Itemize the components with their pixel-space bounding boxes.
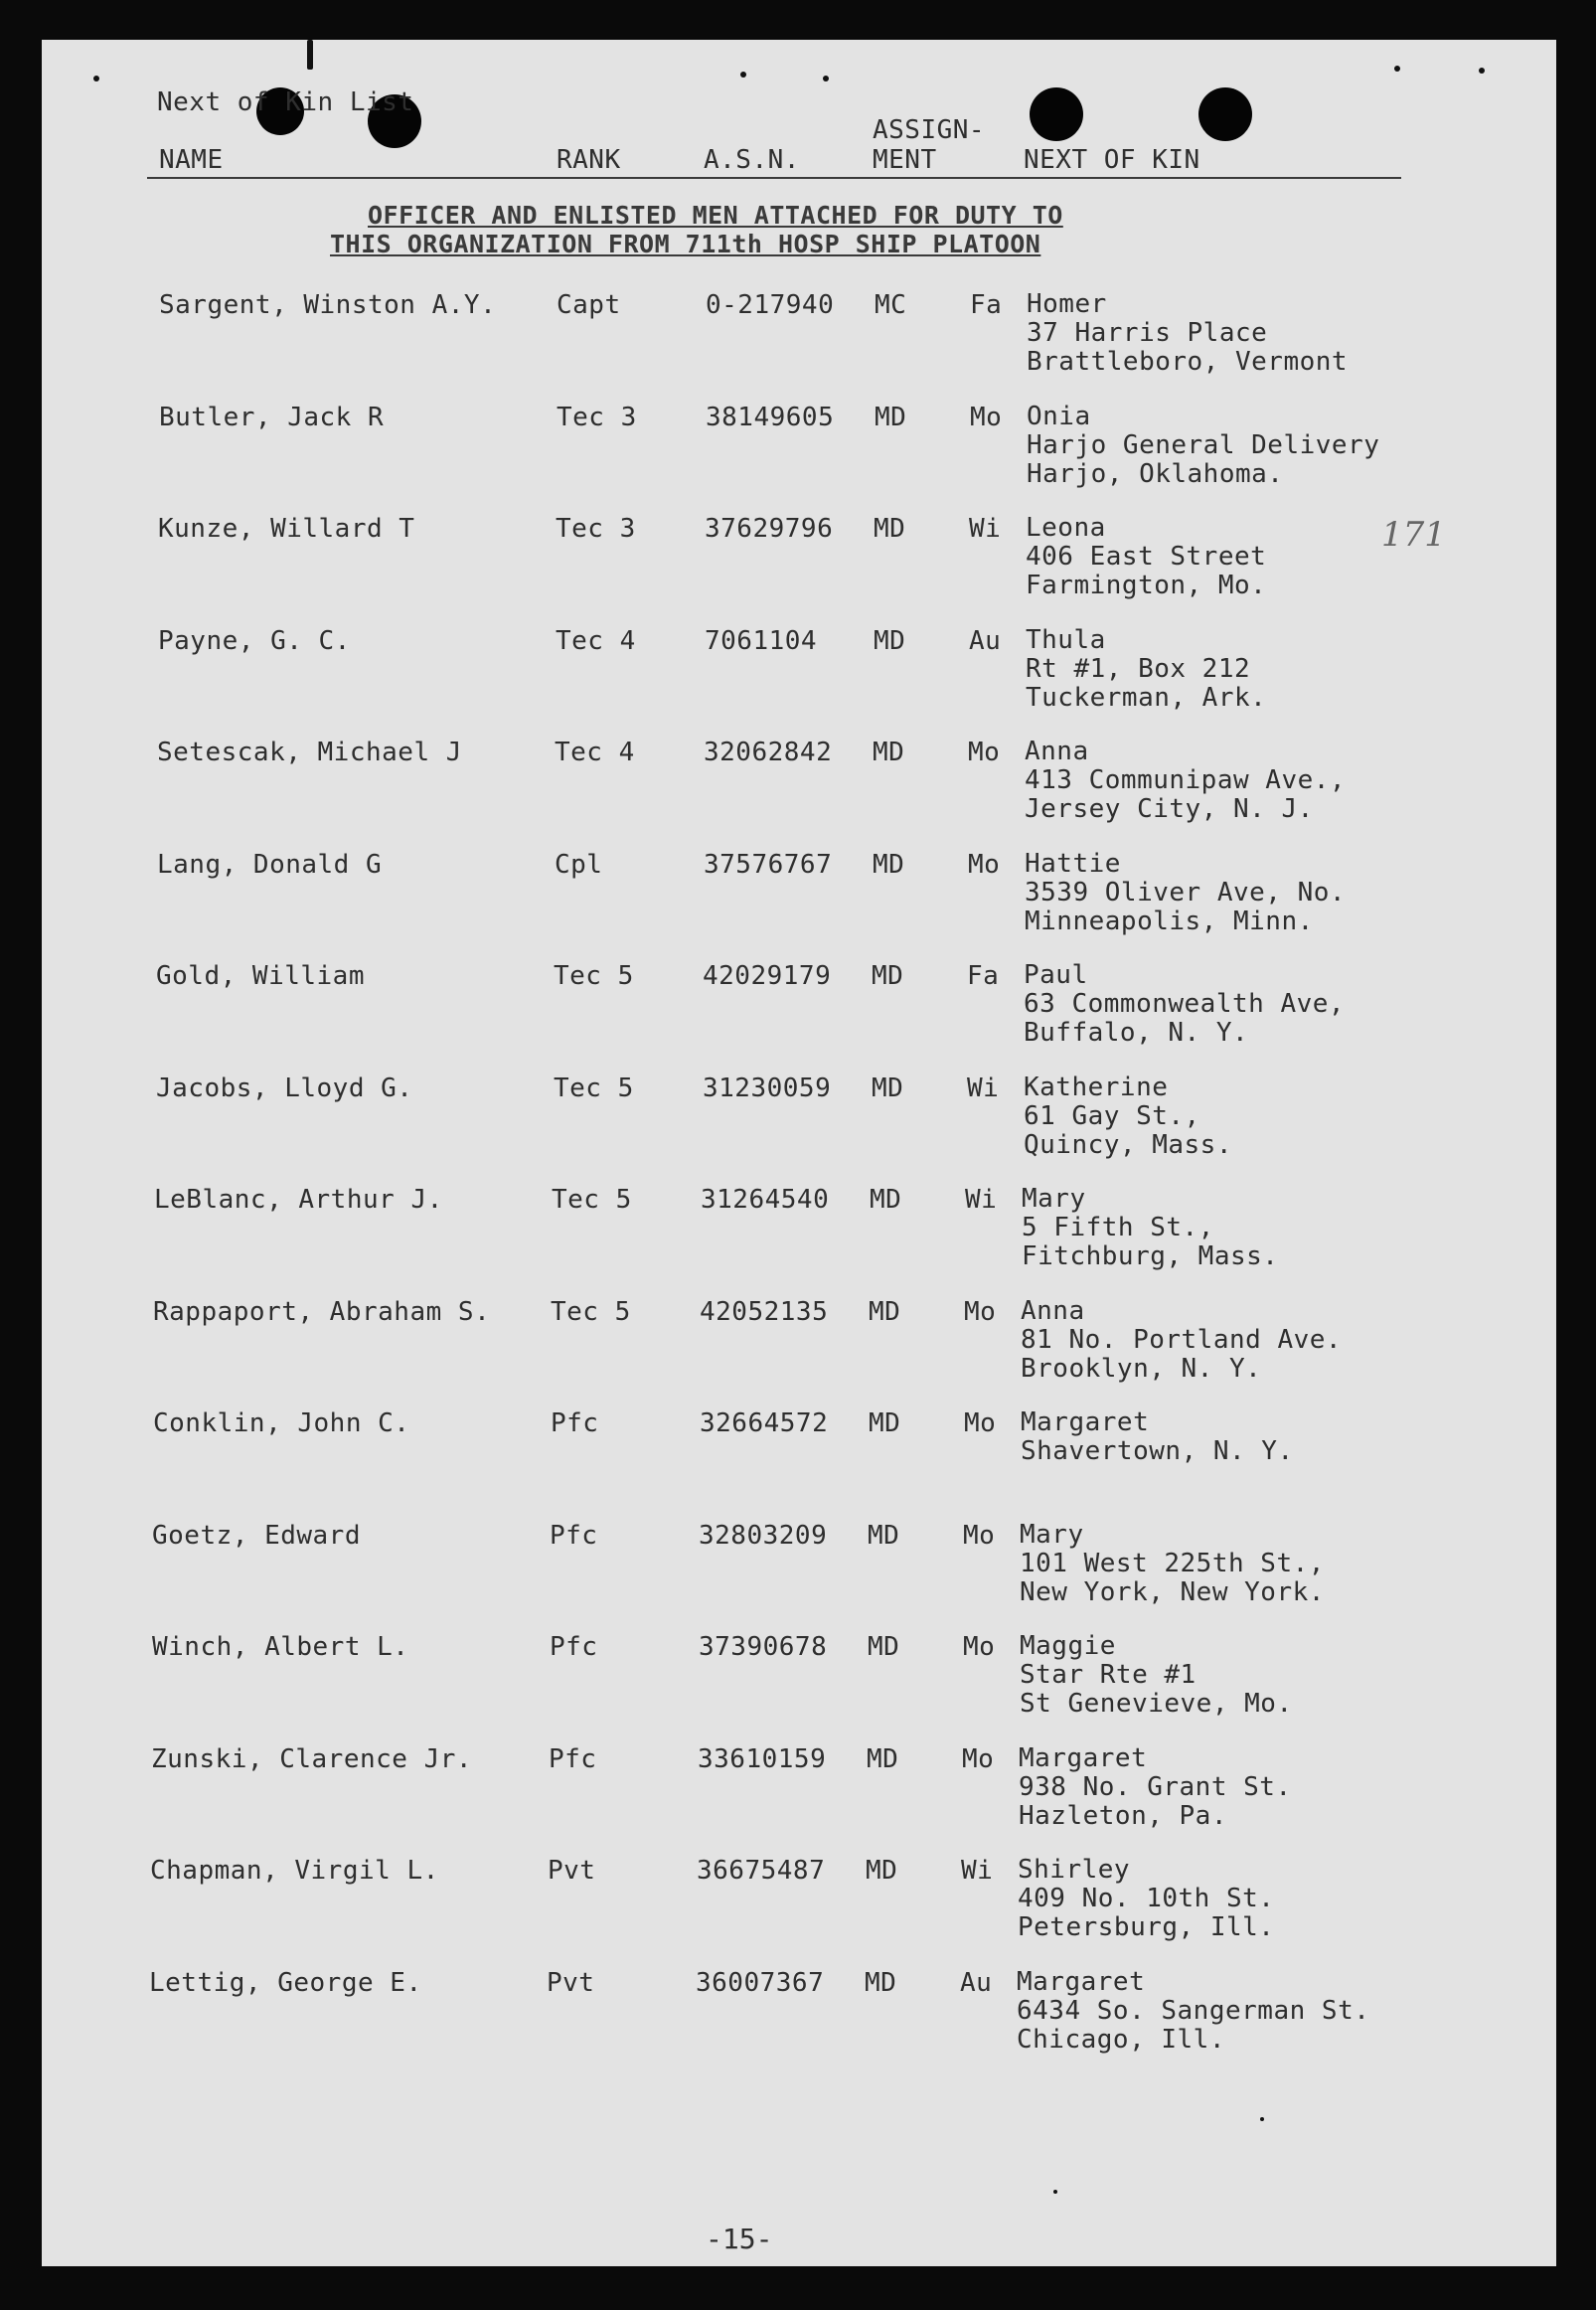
entry-relationship: Mo: [962, 1743, 995, 1774]
ink-speck: [1260, 2117, 1264, 2121]
entry-rank: Tec 5: [551, 1296, 631, 1327]
column-header-asn: A.S.N.: [704, 145, 800, 175]
list-entry: [0, 961, 1596, 1071]
entry-next-of-kin: [1025, 850, 1346, 936]
next-of-kin-line: Thula: [1026, 624, 1106, 655]
entry-relationship: Mo: [968, 849, 1001, 880]
next-of-kin-line: Minneapolis, Minn.: [1025, 906, 1314, 936]
next-of-kin-line: New York, New York.: [1020, 1576, 1325, 1607]
next-of-kin-line: 413 Communipaw Ave.,: [1025, 765, 1347, 795]
list-entry: [0, 850, 1596, 959]
section-title-line-2: THIS ORGANIZATION FROM 711th HOSP SHIP PLATOON: [330, 230, 1041, 258]
next-of-kin-line: Brattleboro, Vermont: [1027, 347, 1349, 377]
entry-next-of-kin: [1020, 1632, 1293, 1719]
next-of-kin-line: 938 No. Grant St.: [1019, 1771, 1292, 1802]
entry-name: Goetz, Edward: [152, 1520, 361, 1551]
entry-assignment: MD: [873, 849, 905, 880]
header-rule: [147, 177, 1401, 179]
list-entry: [0, 1408, 1596, 1518]
list-entry: [0, 1856, 1596, 1965]
next-of-kin-line: Margaret: [1021, 1407, 1150, 1437]
entry-relationship: Wi: [965, 1185, 998, 1215]
entry-assignment: MD: [869, 1408, 901, 1438]
entry-relationship: Mo: [964, 1408, 997, 1438]
entry-assignment: MD: [875, 402, 907, 432]
next-of-kin-line: Maggie: [1020, 1631, 1116, 1661]
next-of-kin-line: Rt #1, Box 212: [1026, 653, 1251, 684]
list-entry: [0, 1744, 1596, 1854]
margin-note: 171: [1381, 515, 1446, 555]
entry-rank: Pfc: [551, 1408, 599, 1438]
ink-speck: [93, 76, 99, 82]
next-of-kin-line: Chicago, Ill.: [1017, 2024, 1225, 2055]
next-of-kin-line: 61 Gay St.,: [1024, 1100, 1200, 1131]
entry-rank: Tec 3: [556, 514, 636, 544]
entry-asn: 31264540: [701, 1185, 830, 1215]
entry-rank: Tec 4: [556, 625, 636, 656]
entry-relationship: Mo: [970, 402, 1003, 432]
next-of-kin-line: Mary: [1020, 1519, 1084, 1550]
next-of-kin-line: Anna: [1021, 1295, 1085, 1326]
entry-name: Lettig, George E.: [149, 1967, 422, 1998]
column-header-assignment-2: MENT: [873, 145, 937, 175]
entry-next-of-kin: [1018, 1856, 1274, 1942]
entry-next-of-kin: [1021, 1297, 1342, 1384]
column-header-assignment-1: ASSIGN-: [873, 115, 986, 145]
entry-next-of-kin: [1017, 1968, 1369, 2055]
entry-asn: 37629796: [705, 514, 834, 544]
entry-rank: Pfc: [549, 1743, 597, 1774]
entry-relationship: Mo: [964, 1296, 997, 1327]
ink-speck: [823, 76, 829, 82]
entry-asn: 36007367: [696, 1967, 825, 1998]
entry-assignment: MD: [869, 1296, 901, 1327]
next-of-kin-line: 6434 So. Sangerman St.: [1017, 1995, 1370, 2026]
entry-next-of-kin: [1024, 1073, 1232, 1160]
next-of-kin-line: Farmington, Mo.: [1026, 571, 1267, 600]
entry-next-of-kin: [1022, 1185, 1278, 1271]
entry-rank: Pvt: [548, 1856, 596, 1886]
next-of-kin-line: 409 No. 10th St.: [1018, 1884, 1275, 1913]
entry-name: Chapman, Virgil L.: [150, 1856, 439, 1886]
next-of-kin-line: Hazleton, Pa.: [1019, 1800, 1227, 1831]
entry-relationship: Au: [960, 1967, 993, 1998]
next-of-kin-line: Tuckerman, Ark.: [1026, 682, 1267, 713]
entry-next-of-kin: [1020, 1521, 1325, 1607]
next-of-kin-line: Brooklyn, N. Y.: [1021, 1353, 1262, 1384]
next-of-kin-line: Margaret: [1017, 1966, 1146, 1997]
next-of-kin-line: Leona: [1026, 513, 1106, 543]
entry-name: Payne, G. C.: [158, 625, 351, 656]
next-of-kin-line: Harjo General Delivery: [1027, 429, 1380, 460]
entry-name: Zunski, Clarence Jr.: [151, 1743, 473, 1774]
entry-assignment: MD: [873, 738, 905, 767]
entry-asn: 31230059: [703, 1072, 832, 1103]
next-of-kin-line: 81 No. Portland Ave.: [1021, 1324, 1343, 1355]
entry-relationship: Fa: [970, 290, 1003, 320]
entry-asn: 42052135: [700, 1296, 829, 1327]
entry-name: Conklin, John C.: [153, 1408, 410, 1438]
column-header-next-of-kin: NEXT OF KIN: [1024, 145, 1200, 175]
next-of-kin-line: 37 Harris Place: [1027, 318, 1268, 348]
next-of-kin-line: Anna: [1025, 737, 1089, 766]
next-of-kin-line: Jersey City, N. J.: [1025, 794, 1314, 824]
entry-asn: 36675487: [697, 1856, 826, 1886]
next-of-kin-line: 406 East Street: [1026, 542, 1267, 572]
ink-speck: [1479, 68, 1485, 74]
list-entry: [0, 403, 1596, 512]
entry-assignment: MD: [870, 1185, 902, 1215]
entry-asn: 37390678: [699, 1632, 828, 1662]
next-of-kin-line: Paul: [1024, 960, 1088, 990]
entry-rank: Pfc: [550, 1520, 598, 1551]
list-entry: [0, 1185, 1596, 1294]
entry-assignment: MC: [875, 290, 907, 320]
next-of-kin-line: Mary: [1022, 1184, 1086, 1214]
entry-rank: Pvt: [547, 1967, 595, 1998]
entry-assignment: MD: [866, 1856, 898, 1886]
entry-asn: 33610159: [698, 1743, 827, 1774]
next-of-kin-line: Katherine: [1024, 1072, 1169, 1102]
entry-assignment: MD: [872, 961, 904, 991]
entry-rank: Capt: [557, 290, 621, 320]
entry-asn: 32062842: [704, 738, 833, 767]
list-entry: [0, 1073, 1596, 1183]
entry-name: Lang, Donald G: [157, 849, 383, 880]
list-entry: [0, 1968, 1596, 2077]
entry-assignment: MD: [867, 1743, 899, 1774]
next-of-kin-line: Star Rte #1: [1020, 1660, 1197, 1690]
next-of-kin-line: St Genevieve, Mo.: [1020, 1689, 1293, 1719]
entry-relationship: Wi: [967, 1072, 1000, 1103]
ink-speck: [740, 72, 746, 78]
entry-next-of-kin: [1025, 738, 1346, 824]
entry-name: Gold, William: [156, 961, 365, 991]
entry-relationship: Mo: [963, 1632, 996, 1662]
list-entry: [0, 1521, 1596, 1630]
column-header-name: NAME: [159, 145, 224, 175]
entry-rank: Cpl: [555, 849, 603, 880]
list-entry: [0, 290, 1596, 400]
entry-assignment: MD: [865, 1967, 897, 1998]
punch-hole: [1198, 87, 1252, 141]
entry-next-of-kin: [1024, 961, 1345, 1048]
entry-rank: Pfc: [550, 1632, 598, 1662]
entry-relationship: Mo: [963, 1520, 996, 1551]
list-entry: [0, 738, 1596, 847]
next-of-kin-line: 5 Fifth St.,: [1022, 1213, 1214, 1242]
list-entry: [0, 1632, 1596, 1741]
next-of-kin-line: Harjo, Oklahoma.: [1027, 458, 1284, 489]
next-of-kin-line: Margaret: [1019, 1742, 1148, 1773]
section-title-line-1: OFFICER AND ENLISTED MEN ATTACHED FOR DUTY TO: [368, 201, 1063, 230]
ink-speck: [307, 40, 313, 70]
entry-name: Setescak, Michael J: [157, 738, 462, 767]
entry-name: LeBlanc, Arthur J.: [154, 1185, 443, 1215]
entry-assignment: MD: [872, 1072, 904, 1103]
entry-assignment: MD: [874, 625, 906, 656]
entry-rank: Tec 5: [554, 961, 634, 991]
entry-asn: 37576767: [704, 849, 833, 880]
entry-relationship: Mo: [968, 738, 1001, 767]
entry-name: Winch, Albert L.: [152, 1632, 409, 1662]
next-of-kin-line: Onia: [1027, 401, 1091, 431]
entry-next-of-kin: [1027, 290, 1348, 377]
next-of-kin-line: Quincy, Mass.: [1024, 1129, 1232, 1160]
entry-next-of-kin: [1026, 626, 1266, 713]
next-of-kin-line: 3539 Oliver Ave, No.: [1025, 877, 1347, 908]
entry-name: Sargent, Winston A.Y.: [159, 290, 497, 320]
page-number: -15-: [706, 2223, 773, 2255]
next-of-kin-line: Petersburg, Ill.: [1018, 1912, 1275, 1942]
entry-assignment: MD: [868, 1632, 900, 1662]
entry-relationship: Fa: [967, 961, 1000, 991]
entry-asn: 32803209: [699, 1520, 828, 1551]
entry-next-of-kin: [1019, 1744, 1292, 1831]
next-of-kin-line: 101 West 225th St.,: [1020, 1548, 1325, 1578]
entry-assignment: MD: [868, 1520, 900, 1551]
entry-assignment: MD: [874, 514, 906, 544]
entry-name: Jacobs, Lloyd G.: [156, 1072, 413, 1103]
next-of-kin-line: Fitchburg, Mass.: [1022, 1241, 1279, 1271]
entry-asn: 42029179: [703, 961, 832, 991]
ink-speck: [1053, 2190, 1057, 2194]
list-entry: [0, 1297, 1596, 1406]
entry-rank: Tec 5: [554, 1072, 634, 1103]
entry-name: Rappaport, Abraham S.: [153, 1296, 491, 1327]
punch-hole: [1030, 87, 1083, 141]
entry-name: Butler, Jack R: [159, 402, 385, 432]
entry-asn: 0-217940: [706, 290, 835, 320]
entry-rank: Tec 4: [555, 738, 635, 767]
entry-next-of-kin: [1021, 1408, 1294, 1466]
next-of-kin-line: Shirley: [1018, 1855, 1131, 1885]
entry-next-of-kin: [1026, 514, 1266, 600]
next-of-kin-line: Hattie: [1025, 848, 1121, 879]
entry-name: Kunze, Willard T: [158, 514, 415, 544]
next-of-kin-line: Buffalo, N. Y.: [1024, 1018, 1249, 1048]
entry-rank: Tec 3: [557, 402, 637, 432]
entry-relationship: Wi: [969, 514, 1002, 544]
list-title: Next of Kin List: [157, 87, 414, 117]
entry-relationship: Au: [969, 625, 1002, 656]
entry-next-of-kin: [1027, 403, 1379, 489]
ink-speck: [1394, 66, 1400, 72]
entry-asn: 38149605: [706, 402, 835, 432]
column-header-rank: RANK: [557, 145, 621, 175]
entry-asn: 7061104: [705, 625, 818, 656]
list-entry: [0, 514, 1596, 623]
entry-relationship: Wi: [961, 1856, 994, 1886]
list-entry: [0, 626, 1596, 736]
next-of-kin-line: Shavertown, N. Y.: [1021, 1436, 1294, 1466]
next-of-kin-line: 63 Commonwealth Ave,: [1024, 989, 1346, 1019]
entry-asn: 32664572: [700, 1408, 829, 1438]
next-of-kin-line: Homer: [1027, 289, 1107, 319]
entry-rank: Tec 5: [552, 1185, 632, 1215]
